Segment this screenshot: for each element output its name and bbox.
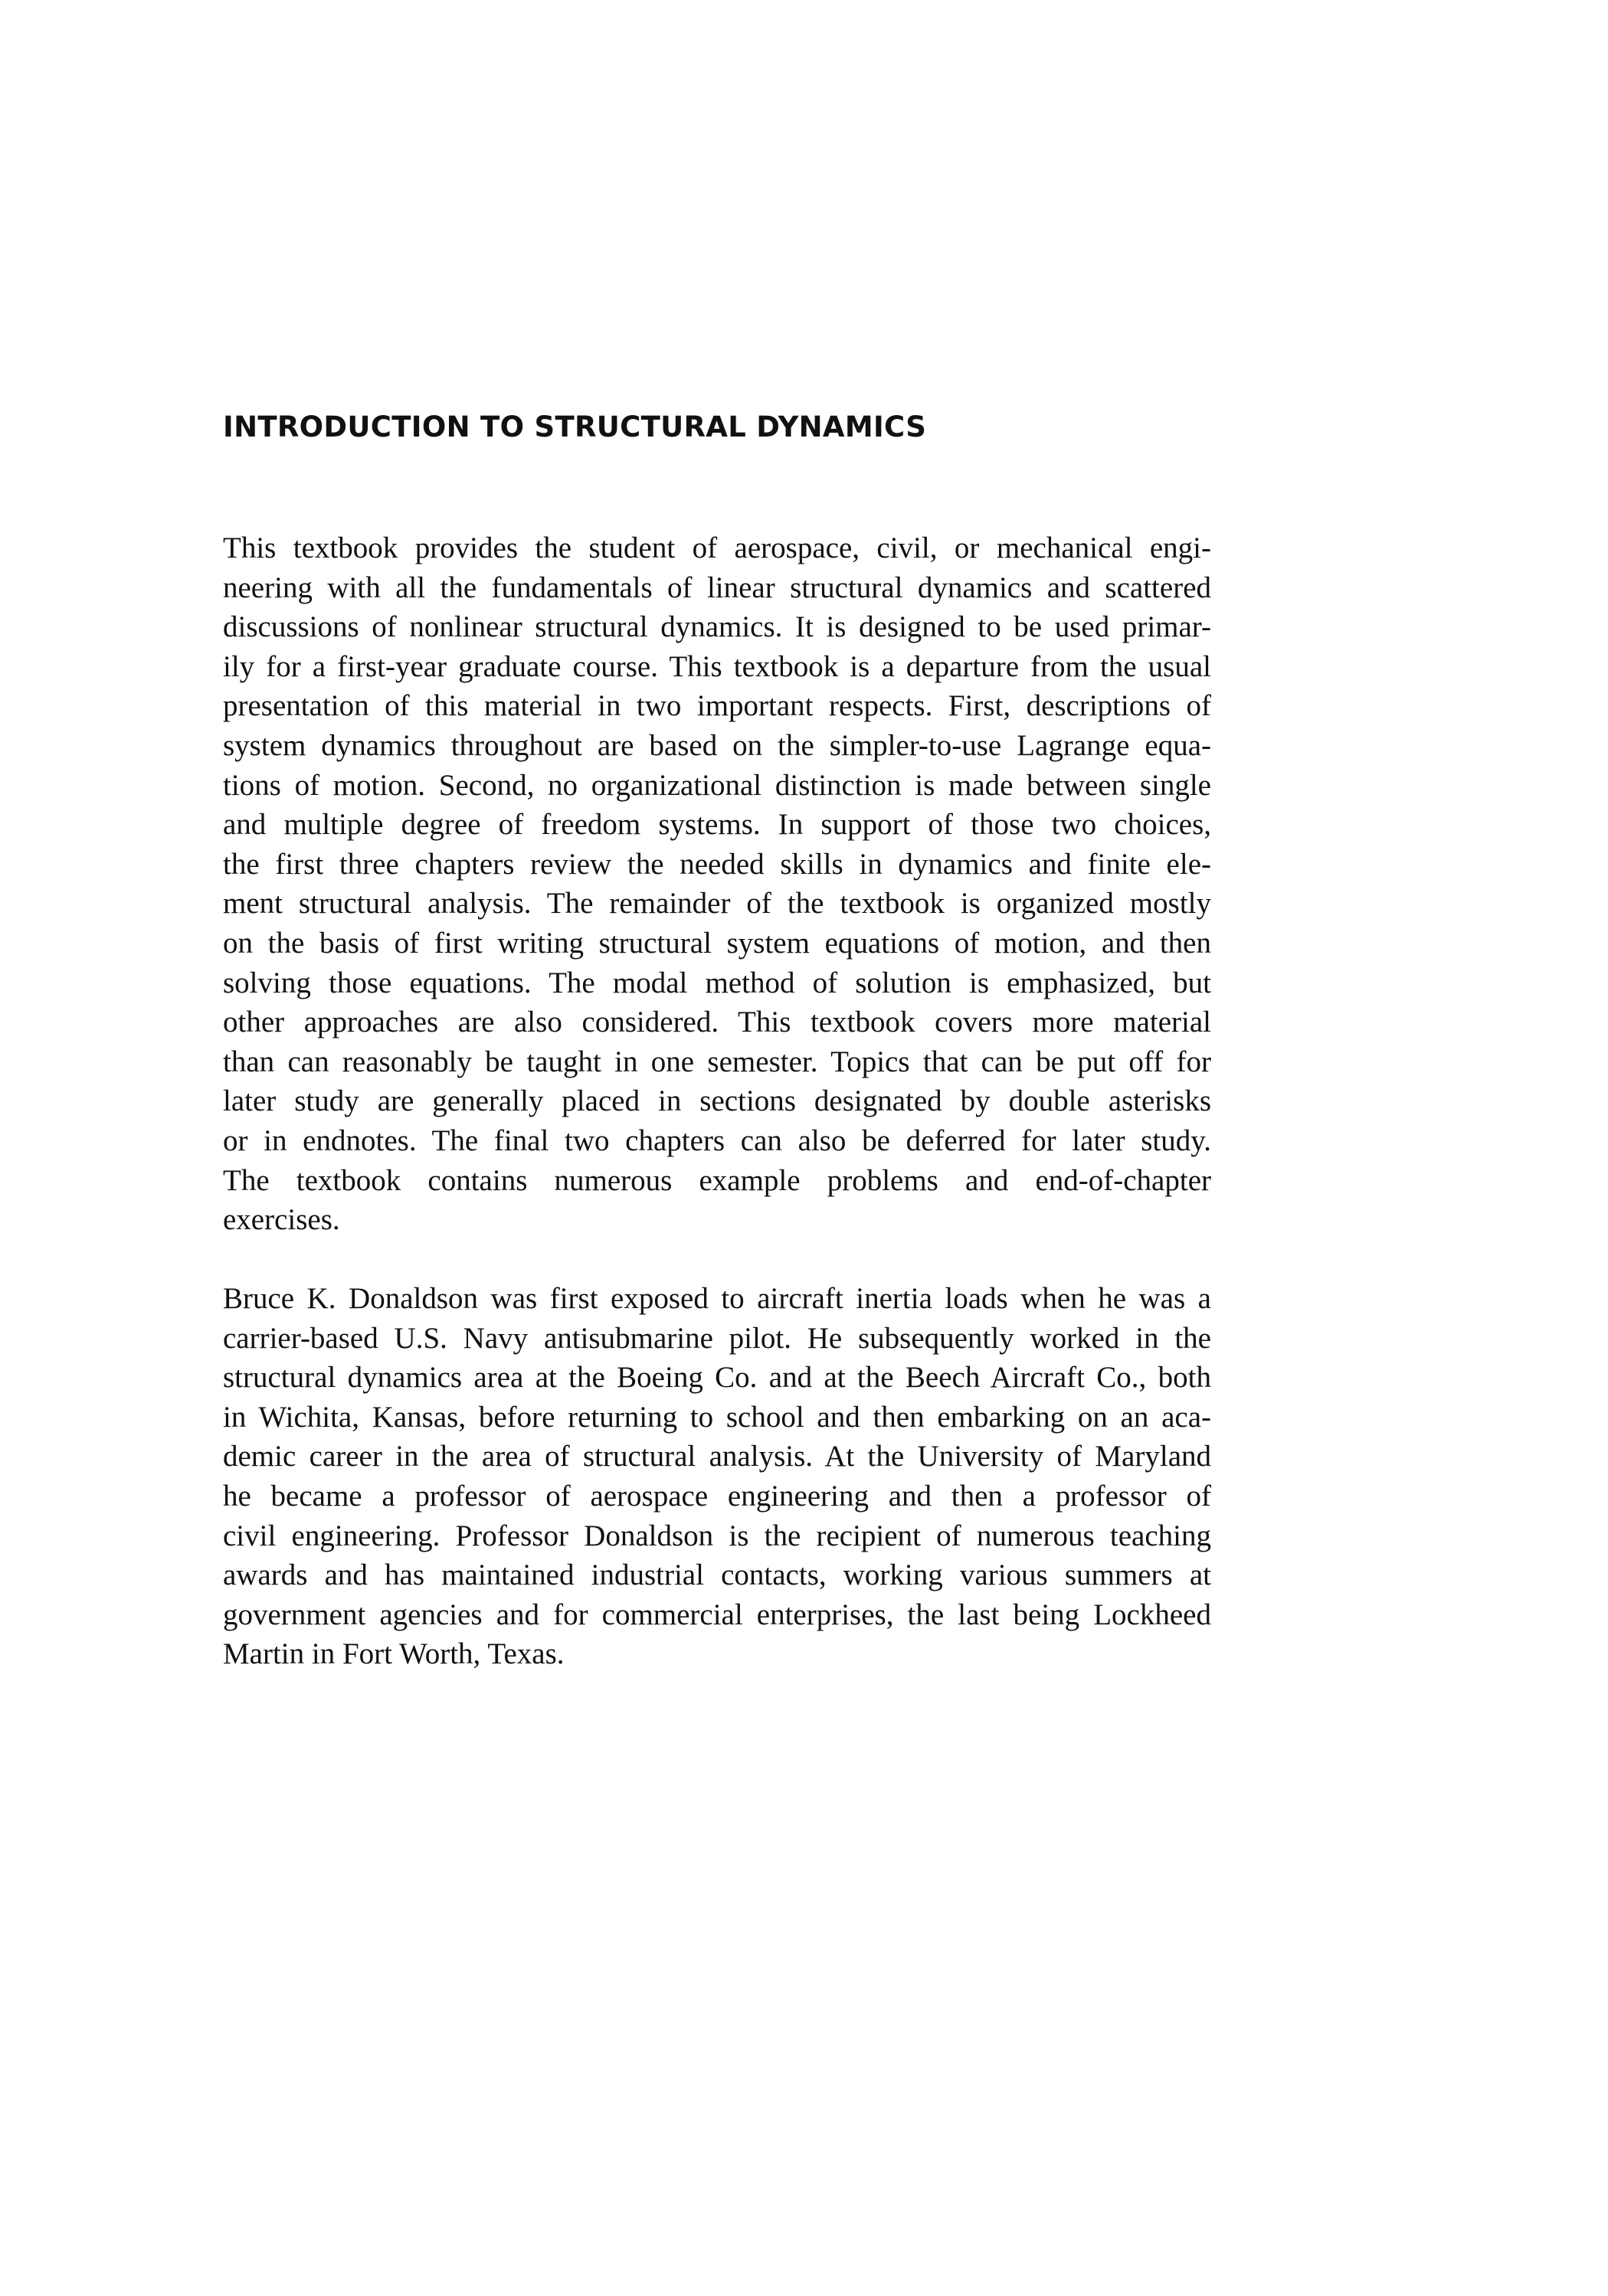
text-line: exercises.: [223, 1203, 340, 1237]
text-line: government agencies and for commercial enterprises, the last being Lockheed: [223, 1598, 1211, 1631]
text-line: civil engineering. Professor Donaldson is the recipient of numerous teaching: [223, 1519, 1211, 1552]
text-line: on the basis of first writing structural system equations of motion, and then: [223, 926, 1211, 960]
page-title: INTRODUCTION TO STRUCTURAL DYNAMICS: [223, 410, 927, 443]
text-line: tions of motion. Second, no organizational distinction is made between single: [223, 768, 1211, 802]
text-line: Bruce K. Donaldson was first exposed to aircraft inertia loads when he was a: [223, 1282, 1211, 1315]
text-line: neering with all the fundamentals of linear structural dynamics and scattered: [223, 571, 1211, 604]
text-line: demic career in the area of structural analysis. At the University of Maryland: [223, 1440, 1211, 1473]
text-line: ment structural analysis. The remainder of the textbook is organized mostly: [223, 887, 1211, 921]
text-line: the first three chapters review the needed skills in dynamics and finite ele-: [223, 847, 1211, 881]
text-line: later study are generally placed in sections designated by double asterisks: [223, 1084, 1211, 1118]
text-line: discussions of nonlinear structural dynamics. It is designed to be used primar-: [223, 610, 1211, 644]
text-line: awards and has maintained industrial contacts, working various summers at: [223, 1558, 1211, 1592]
text-line: presentation of this material in two important respects. First, descriptions of: [223, 689, 1211, 723]
text-line: structural dynamics area at the Boeing Co. and at the Beech Aircraft Co., both: [223, 1361, 1211, 1395]
text-line: other approaches are also considered. This textbook covers more material: [223, 1006, 1211, 1039]
text-line: in Wichita, Kansas, before returning to school and then embarking on an aca-: [223, 1400, 1211, 1434]
text-line: The textbook contains numerous example problems and end-of-chapter: [223, 1163, 1211, 1197]
text-line: and multiple degree of freedom systems. In support of those two choices,: [223, 808, 1211, 842]
text-line: ily for a first-year graduate course. This textbook is a departure from the usual: [223, 649, 1211, 683]
text-line: This textbook provides the student of aerospace, civil, or mechanical engi-: [223, 531, 1211, 564]
author-bio-paragraph: [223, 1279, 1211, 1674]
text-line: system dynamics throughout are based on the simpler-to-use Lagrange equa-: [223, 728, 1211, 762]
text-line: carrier-based U.S. Navy antisubmarine pilot. He subsequently worked in the: [223, 1321, 1211, 1355]
text-line: solving those equations. The modal method of solution is emphasized, but: [223, 966, 1211, 999]
text-line: he became a professor of aerospace engineering and then a professor of: [223, 1479, 1211, 1513]
book-description-paragraph: [223, 528, 1211, 1240]
text-line: Martin in Fort Worth, Texas.: [223, 1637, 565, 1671]
text-line: or in endnotes. The final two chapters can also be deferred for later study.: [223, 1123, 1211, 1157]
text-line: than can reasonably be taught in one semester. Topics that can be put off for: [223, 1045, 1211, 1078]
